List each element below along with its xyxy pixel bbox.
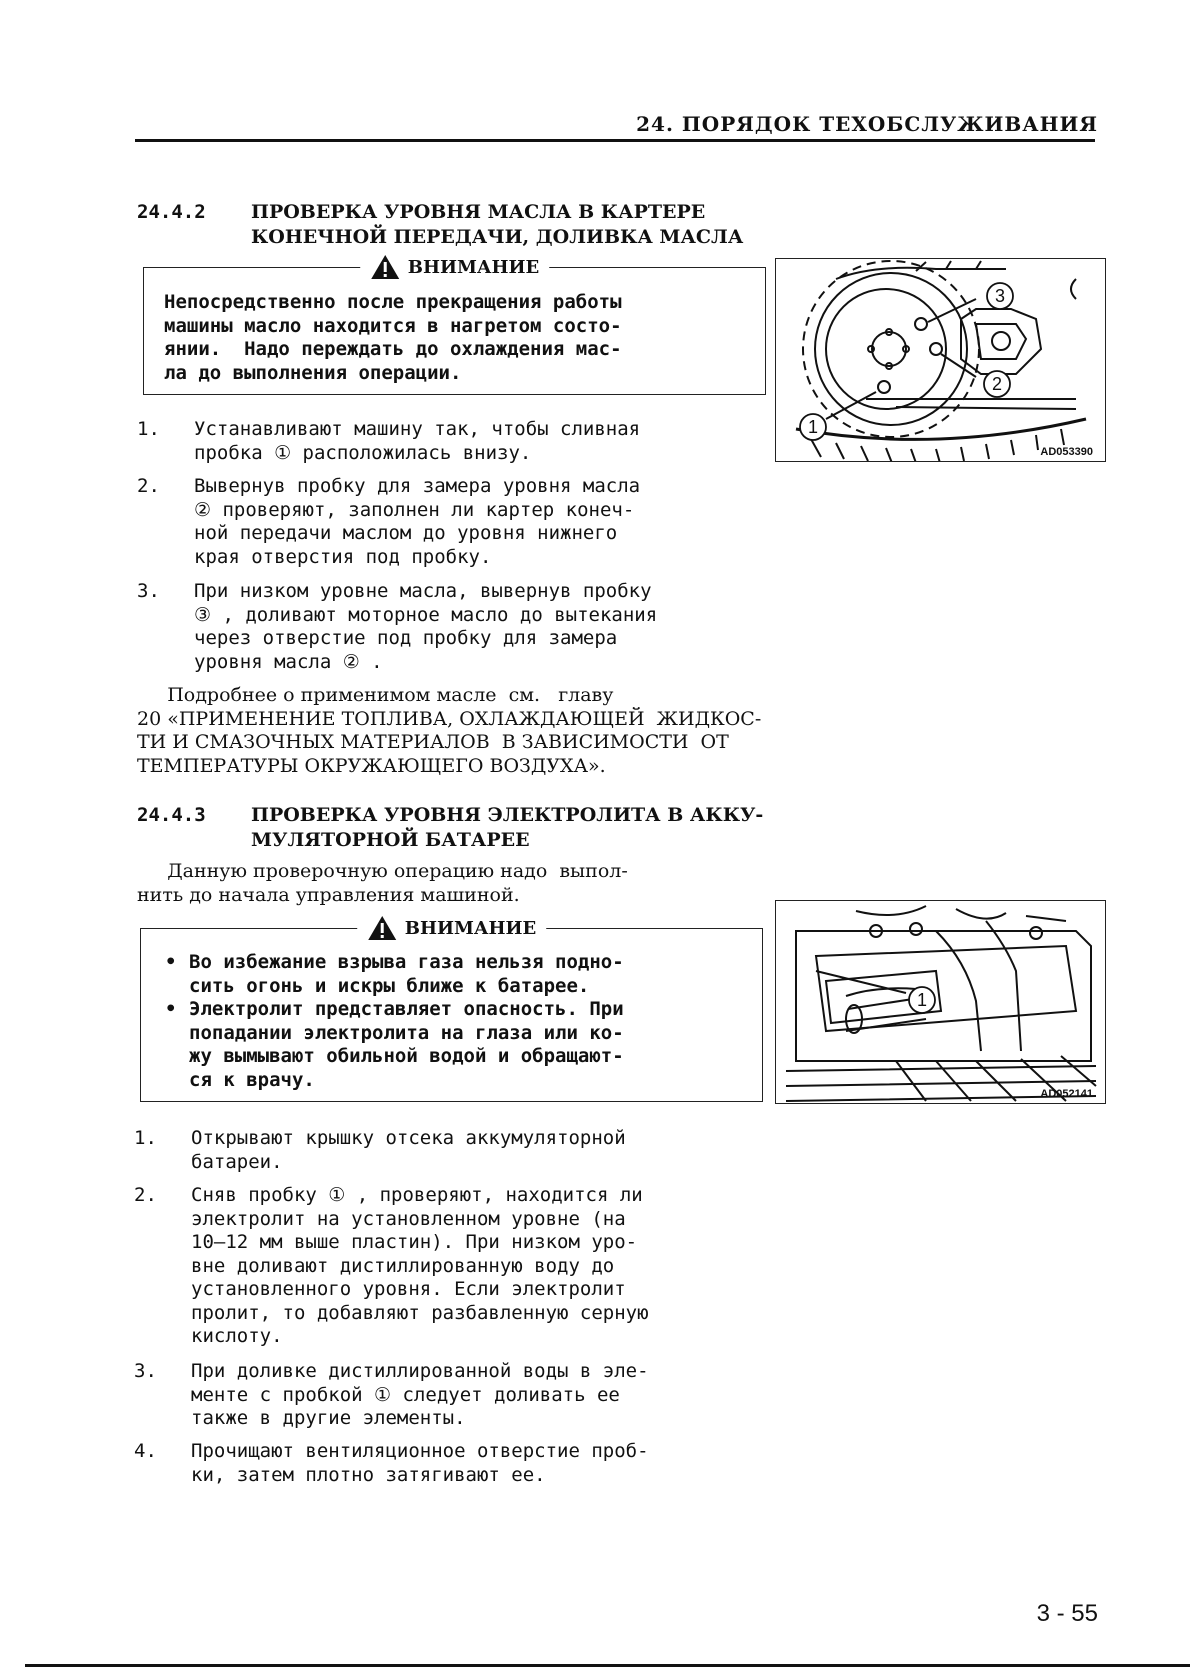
warning-label-text: ВНИМАНИЕ <box>407 256 540 278</box>
list-item-number: 2. <box>137 475 160 497</box>
header-rule <box>135 139 1095 142</box>
list-item-number: 1. <box>134 1127 157 1149</box>
section-heading <box>137 803 777 855</box>
list-item <box>137 580 777 676</box>
battery-compartment-illustration <box>776 901 1106 1104</box>
section-number: 24.4.2 <box>137 201 206 223</box>
figure-code: AD053390 <box>1040 446 1093 458</box>
page-number: 3 - 55 <box>1036 1600 1098 1627</box>
warning-box <box>143 256 766 395</box>
warning-triangle-icon <box>367 915 397 941</box>
list-item-number: 4. <box>134 1440 157 1462</box>
running-header: 24. ПОРЯДОК ТЕХОБСЛУЖИВАНИЯ <box>636 112 1098 136</box>
callout-1: 1 <box>807 417 819 437</box>
list-item-number: 1. <box>137 418 160 440</box>
list-item-text: Устанавливают машину так, чтобы сливная пробка ① расположилась внизу. <box>194 418 641 464</box>
list-item <box>134 1127 774 1175</box>
list-item-number: 2. <box>134 1184 157 1206</box>
section-intro: Данную проверочную операцию надо выпол- нить до начала управления машиной. <box>137 860 628 906</box>
list-item-text: Открывают крышку отсека аккумуляторной батареи. <box>191 1127 626 1173</box>
figure-battery <box>775 900 1106 1104</box>
warning-triangle-icon <box>370 254 400 280</box>
warning-box <box>140 917 763 1102</box>
reference-note: Подробнее о применимом масле см. главу 20 «ПРИМЕНЕНИЕ ТОПЛИВА, ОХЛАЖДАЮЩЕЙ ЖИДКОС- ТИ И СМАЗОЧНЫХ МАТЕРИАЛОВ В ЗАВИСИМОСТИ ОТ ТЕМПЕРАТУРЫ ОКРУЖАЮЩЕГО ВОЗДУХА». <box>137 684 762 777</box>
callout-2: 2 <box>991 374 1003 394</box>
list-item <box>137 418 777 466</box>
list-item <box>134 1360 774 1432</box>
list-item-text: Сняв пробку ① , проверяют, находится ли электролит на установленном уровне (на 10—12 мм выше пластин). При низком уро- вне доливают дистиллированную воду до установленного уровня. Если электролит пролит, то добавляют разбавленную серную кислоту. <box>191 1184 649 1347</box>
list-item-text: При доливке дистиллированной воды в эле- менте с пробкой ① следует доливать ее также в другие элементы. <box>191 1360 649 1429</box>
final-drive-illustration <box>776 259 1106 462</box>
callout-1: 1 <box>916 990 928 1010</box>
warning-text: Непосредственно после прекращения работы машины масло находится в нагретом состо- янии. Надо переждать до охлаждения мас- ла до выполнения операции. <box>164 291 622 384</box>
warning-label <box>357 915 547 941</box>
section-heading <box>137 200 757 252</box>
figure-code: AD052141 <box>1040 1088 1093 1100</box>
list-item <box>134 1440 774 1488</box>
figure-final-drive <box>775 258 1106 462</box>
list-item <box>137 475 777 571</box>
warning-label <box>360 254 550 280</box>
warning-bullet: • Во избежание взрыва газа нельзя подно- сить огонь и искры ближе к батарее. <box>163 951 624 998</box>
callout-3: 3 <box>994 286 1006 306</box>
section-title: ПРОВЕРКА УРОВНЯ ЭЛЕКТРОЛИТА В АККУ- МУЛЯТОРНОЙ БАТАРЕЕ <box>251 804 764 851</box>
list-item-number: 3. <box>134 1360 157 1382</box>
warning-label-text: ВНИМАНИЕ <box>404 917 537 939</box>
footer-rule <box>25 1664 1190 1667</box>
section-title: ПРОВЕРКА УРОВНЯ МАСЛА В КАРТЕРЕ КОНЕЧНОЙ ПЕРЕДАЧИ, ДОЛИВКА МАСЛА <box>251 201 744 248</box>
warning-bullet: • Электролит представляет опасность. При попадании электролита на глаза или ко- жу вымывают обильной водой и обращают- ся к врачу. <box>163 998 624 1092</box>
list-item-number: 3. <box>137 580 160 602</box>
section-number: 24.4.3 <box>137 804 206 826</box>
list-item <box>134 1184 774 1352</box>
list-item-text: При низком уровне масла, вывернув пробку ③ , доливают моторное масло до вытекания через отверстие под пробку для замера уровня масла ② . <box>194 580 658 673</box>
list-item-text: Вывернув пробку для замера уровня масла ② проверяют, заполнен ли картер конеч- ной передачи маслом до уровня нижнего края отверстия под пробку. <box>194 475 641 568</box>
list-item-text: Прочищают вентиляционное отверстие проб- ки, затем плотно затягивают ее. <box>191 1440 649 1486</box>
